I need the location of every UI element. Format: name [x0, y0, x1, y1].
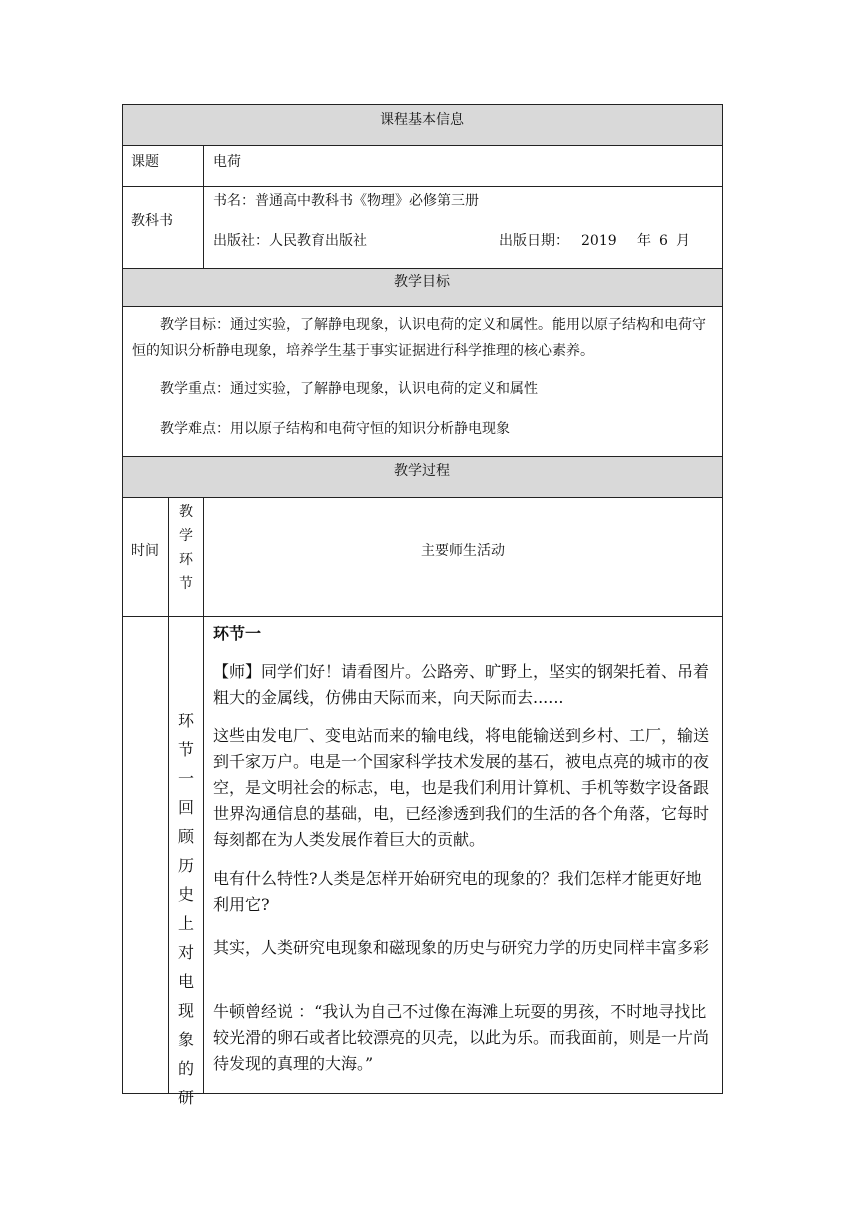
publication-month-unit: 月 — [676, 233, 690, 249]
publication-month: 6 — [659, 233, 668, 249]
activity-paragraph: 【师】同学们好！请看图片。公路旁、旷野上，坚实的钢架托着、吊着粗大的金属线，仿佛由天际而来，向天际而去...... — [213, 662, 710, 707]
table-divider — [122, 145, 723, 146]
table-border-bottom — [122, 1093, 723, 1094]
table-divider — [122, 616, 723, 617]
topic-value: 电荷 — [213, 154, 241, 170]
table-divider — [122, 186, 723, 187]
activity-paragraph: 牛顿曾经说 ：“我认为自己不过像在海滩上玩耍的男孩，不时地寻找比较光滑的卵石或者比较漂亮的贝壳，以此为乐。而我面前，则是一片尚待发现的真理的大海。” — [213, 1002, 710, 1073]
publisher: 出版社：人民教育出版社 — [213, 233, 367, 249]
table-divider — [122, 268, 723, 269]
difficulty: 教学难点：用以原子结构和电荷守恒的知识分析静电现象 — [160, 421, 510, 437]
publication-year-unit: 年 — [637, 233, 651, 249]
table-border-left — [122, 104, 123, 1094]
table-divider — [122, 306, 723, 307]
process-header: 教学过程 — [394, 463, 450, 479]
stage-one-label: 环节一回顾历史上对电现象的研 — [177, 711, 194, 1107]
activity-paragraph: 这些由发电厂、变电站而来的输电线，将电能输送到乡村、工厂，输送到千家万户。电是一个国家科学技术发展的基石，被电点亮的城市的夜空，是文明社会的标志，电，也是我们利用计算机、手机等数字设备跟世界沟通信息的基础，电，已经渗透到我们的生活的各个角落，它每时每刻都在为人类发展作着巨大的贡献。 — [213, 726, 710, 849]
time-column-header: 时间 — [131, 543, 159, 559]
topic-label: 课题 — [131, 154, 159, 170]
book-name: 书名：普通高中教科书《物理》必修第三册 — [213, 193, 479, 209]
activity-paragraph: 电有什么特性?人类是怎样开始研究电的现象的？我们怎样才能更好地利用它? — [213, 869, 702, 914]
stage-column-divider — [203, 497, 204, 1094]
textbook-label: 教科书 — [131, 213, 173, 229]
section-title: 环节一 — [213, 624, 262, 643]
table-divider — [122, 497, 723, 498]
table-divider — [122, 456, 723, 457]
publication-date-label: 出版日期： — [499, 233, 569, 249]
course-info-header: 课程基本信息 — [380, 112, 464, 128]
time-column-divider — [168, 497, 169, 1094]
label-column-divider — [203, 145, 204, 268]
objectives-header: 教学目标 — [394, 274, 450, 290]
stage-column-header: 教学环节 — [179, 504, 193, 592]
table-border-right — [722, 104, 723, 1094]
key-point: 教学重点：通过实验，了解静电现象，认识电荷的定义和属性 — [160, 381, 538, 397]
teaching-goal: 教学目标：通过实验，了解静电现象，认识电荷的定义和属性。能用以原子结构和电荷守恒的知识分析静电现象，培养学生基于事实证据进行科学推理的核心素养。 — [132, 317, 706, 359]
table-border-top — [122, 104, 723, 105]
activity-column-header: 主要师生活动 — [421, 543, 505, 559]
activity-paragraph: 其实，人类研究电现象和磁现象的历史与研究力学的历史同样丰富多彩 — [213, 938, 710, 957]
publication-year: 2019 — [581, 233, 617, 249]
